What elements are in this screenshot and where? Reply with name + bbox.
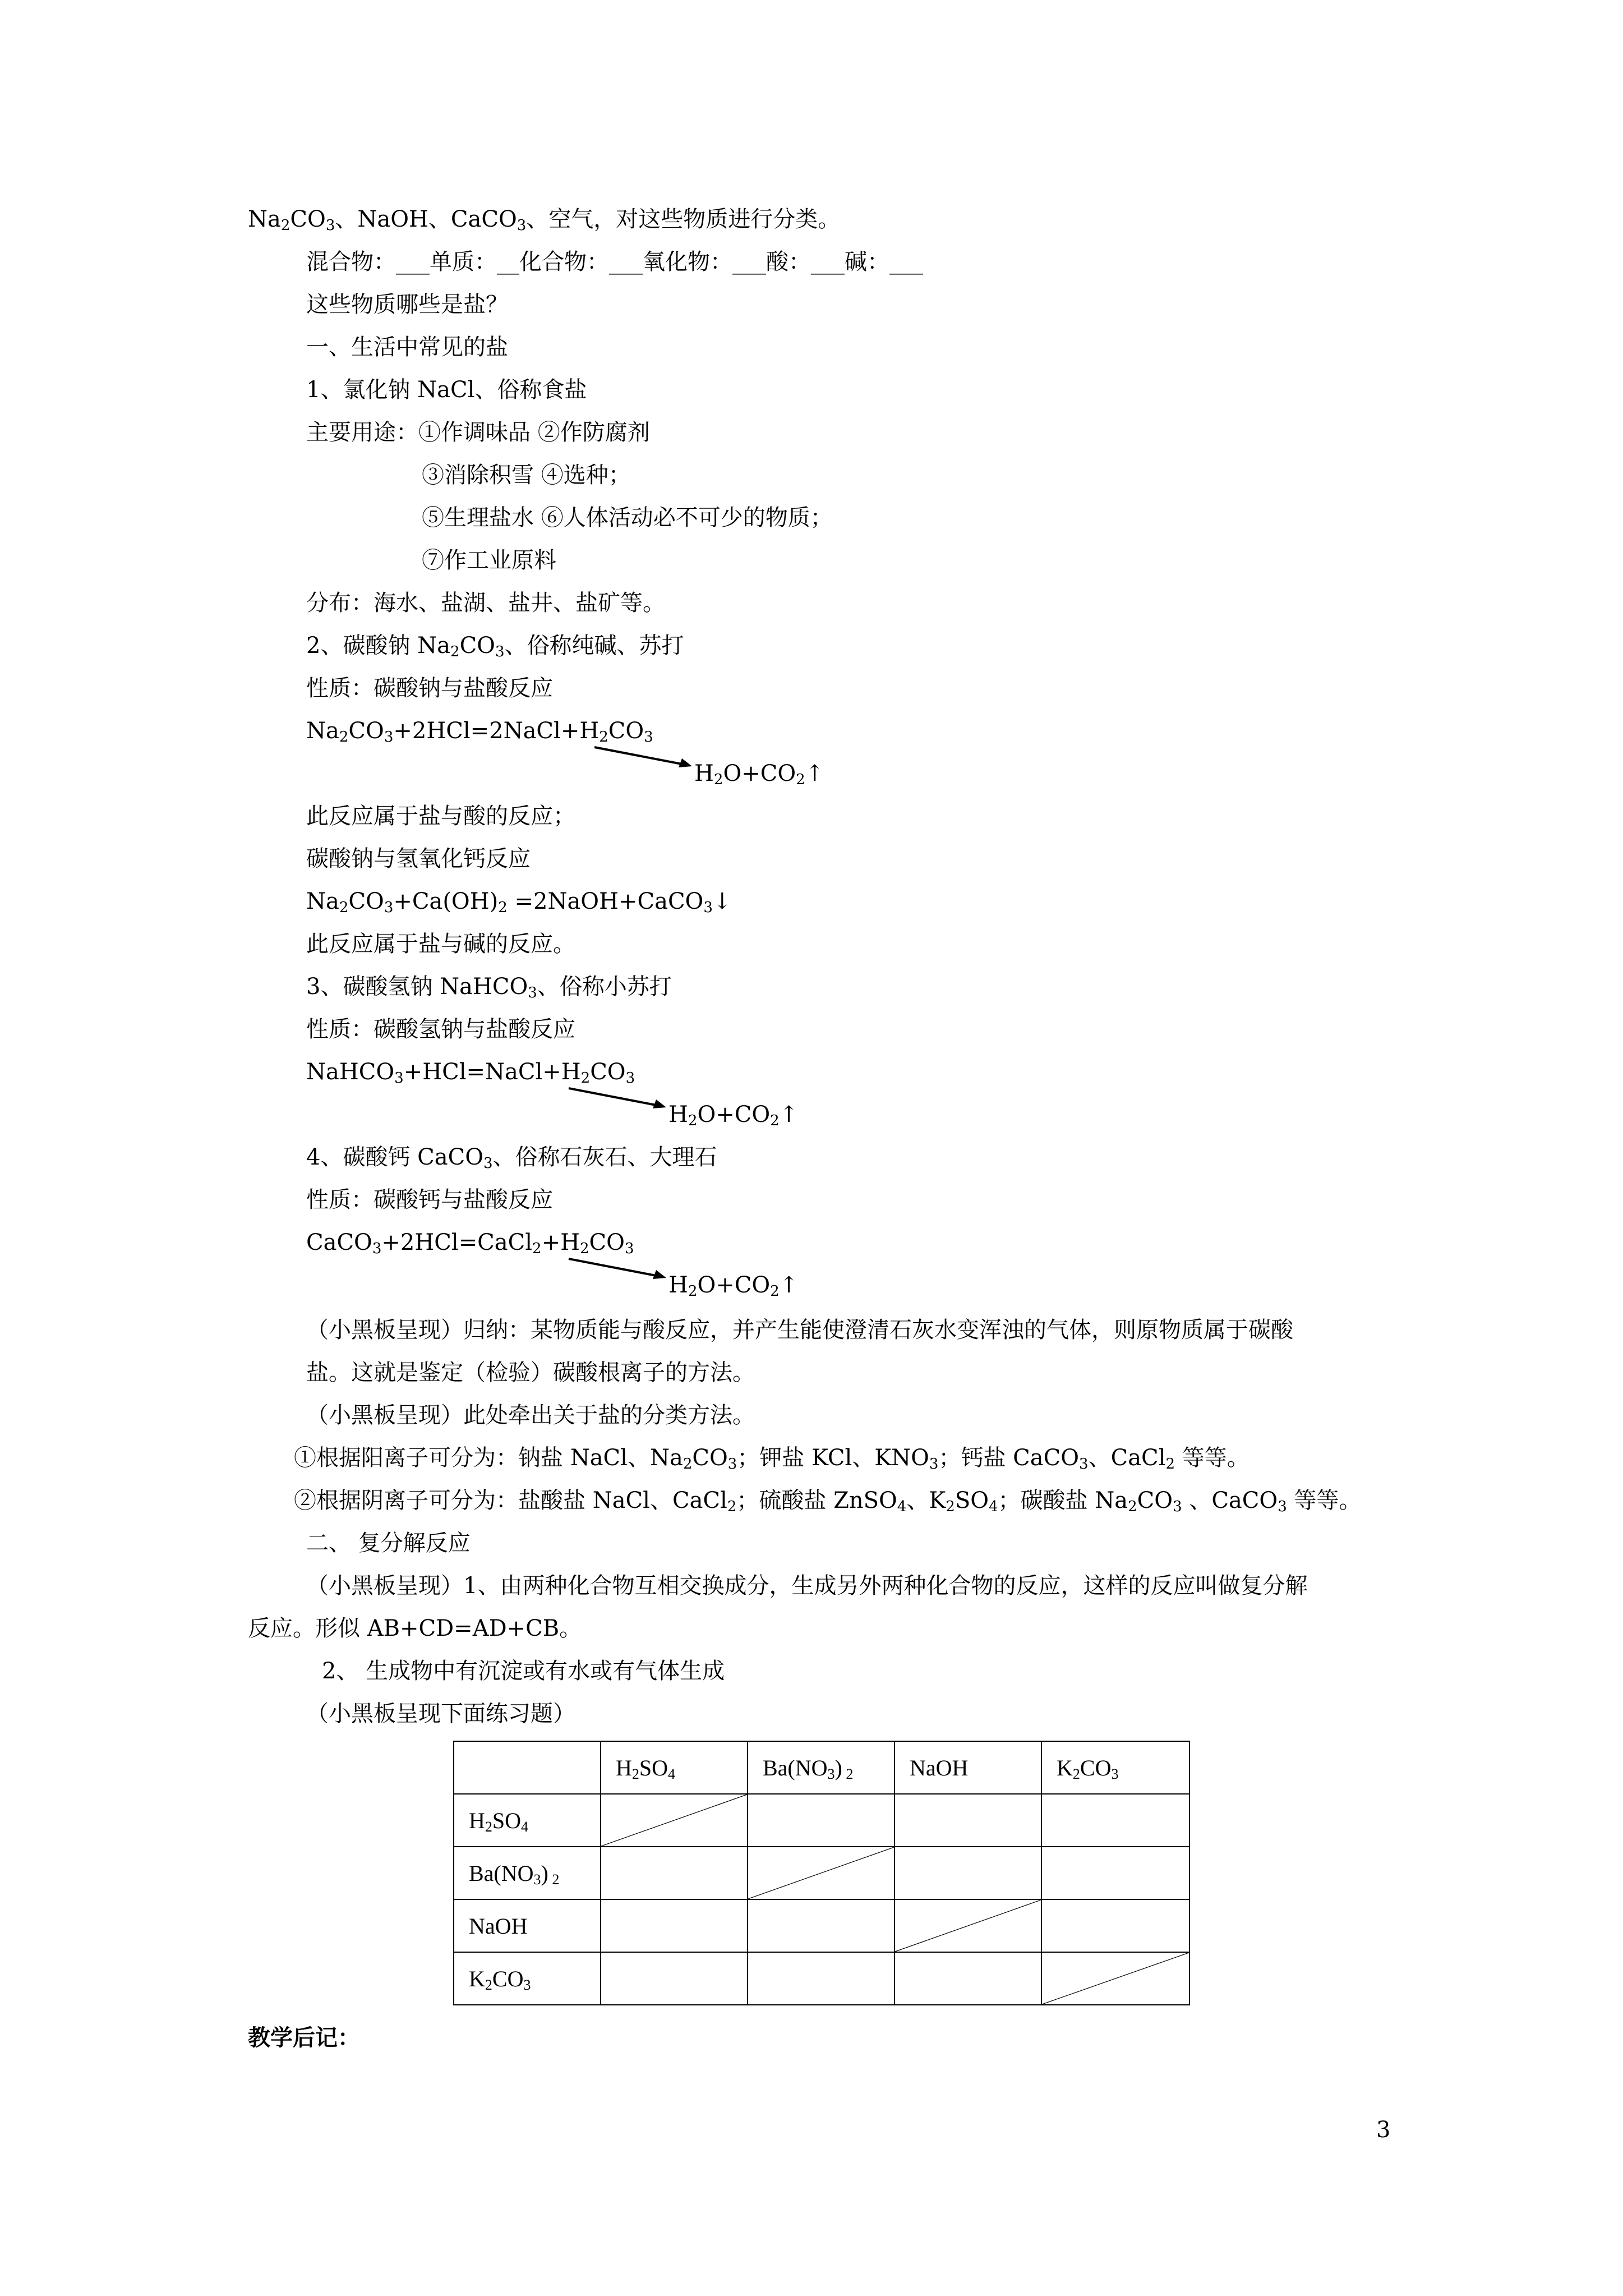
line-by-anion: ②根据阴离子可分为：盐酸盐 NaCl、CaCl$_2$；硫酸盐 ZnSO$_4$、$K_2SO_4$；碳酸盐 $Na_2CO_3$ 、CaCO$_3$ 等等。	[294, 1488, 1362, 1515]
decomposition-arrow-icon	[593, 745, 694, 773]
line-salt-acid-reaction: 此反应属于盐与酸的反应；	[306, 803, 575, 829]
equation-h2co3-products-2: $H_2O+CO_2↑$	[668, 1102, 799, 1129]
table-header-cell: NaOH	[895, 1741, 1041, 1794]
equation-nahco3-hcl: $NaHCO_3+HCl=NaCl+H_2CO_3$	[306, 1059, 635, 1087]
table-cell	[1041, 1794, 1189, 1847]
line-salt-classification-intro: （小黑板呈现）此处牵出关于盐的分类方法。	[306, 1402, 755, 1428]
table-cell	[601, 1847, 748, 1899]
heading-double-decomposition: 二、 复分解反应	[306, 1530, 471, 1556]
line-na2co3-caoh2: 碳酸钠与氢氧化钙反应	[306, 846, 531, 872]
reaction-exercise-table	[453, 1741, 1190, 2005]
line-salt-base-reaction: 此反应属于盐与碱的反应。	[306, 931, 575, 957]
line-property-nahco3-hcl: 性质：碳酸氢钠与盐酸反应	[306, 1016, 575, 1042]
table-diagonal-cell	[895, 1899, 1041, 1952]
line-summary-1: （小黑板呈现）归纳：某物质能与酸反应，并产生能使澄清石灰水变浑浊的气体，则原物质属于碳酸	[306, 1317, 1293, 1343]
line-main-uses: 主要用途：①作调味品 ②作防腐剂	[306, 420, 650, 445]
item-sodium-bicarbonate: 3、碳酸氢钠 NaHCO$_3$、俗称小苏打	[306, 974, 672, 1001]
line-distribution: 分布：海水、盐湖、盐井、盐矿等。	[306, 590, 665, 616]
line-definition-2: 反应。形似 AB+CD=AD+CB。	[248, 1616, 582, 1641]
table-cell	[748, 1952, 895, 2005]
equation-h2co3-products-1: $H_2O+CO_2↑$	[694, 761, 824, 788]
table-header-cell: $H_2SO_4$	[601, 1741, 748, 1794]
line-summary-2: 盐。这就是鉴定（检验）碳酸根离子的方法。	[306, 1360, 755, 1386]
decomposition-arrow-icon	[568, 1257, 668, 1285]
line-property-caco3-hcl: 性质：碳酸钙与盐酸反应	[306, 1187, 553, 1213]
line-property-na2co3-hcl: 性质：碳酸钠与盐酸反应	[306, 675, 553, 701]
item-sodium-carbonate: 2、碳酸钠 $Na_2CO_3$、俗称纯碱、苏打	[306, 633, 684, 660]
table-diagonal-cell	[1041, 1952, 1189, 2005]
table-row-label: $H_2SO_4$	[454, 1794, 601, 1847]
line-by-cation: ①根据阳离子可分为：钠盐 NaCl、$Na_2CO_3$；钾盐 KCl、$KNO_3$；钙盐 CaCO$_3$、CaCl$_2$ 等等。	[294, 1445, 1249, 1473]
equation-na2co3-hcl: $Na_2CO_3+2HCl=2NaCl+H_2CO_3$	[306, 718, 653, 746]
equation-caco3-hcl: $CaCO_3+2HCl=CaCl_2+H_2CO_3$	[306, 1230, 634, 1257]
line-uses-5-6: ⑤生理盐水 ⑥人体活动必不可少的物质；	[422, 505, 833, 531]
table-row	[454, 1794, 1189, 1847]
line-which-are-salts: 这些物质哪些是盐？	[306, 292, 508, 318]
table-diagonal-cell	[601, 1794, 748, 1847]
line-exercise-intro: （小黑板呈现下面练习题）	[306, 1701, 575, 1727]
table-cell	[895, 1952, 1041, 2005]
line-substances-list: $Na_2CO_3$、NaOH、CaCO$_3$、空气，对这些物质进行分类。	[248, 206, 841, 234]
item-calcium-carbonate: 4、碳酸钙 CaCO$_3$、俗称石灰石、大理石	[306, 1144, 717, 1172]
table-row	[454, 1899, 1189, 1952]
table-header-cell: $K_2CO_3$	[1041, 1741, 1189, 1794]
table-diagonal-cell	[748, 1847, 895, 1899]
table-row-label: $K_2CO_3$	[454, 1952, 601, 2005]
heading-common-salts: 一、生活中常见的盐	[306, 334, 508, 360]
line-uses-7: ⑦作工业原料	[422, 547, 556, 573]
table-cell	[1041, 1899, 1189, 1952]
table-cell	[1041, 1847, 1189, 1899]
table-cell	[895, 1794, 1041, 1847]
table-cell	[601, 1952, 748, 2005]
line-uses-3-4: ③消除积雪 ④选种；	[422, 462, 631, 488]
table-cell	[748, 1794, 895, 1847]
table-header-cell: $Ba(NO_3)$ $_2$	[748, 1741, 895, 1794]
table-row	[454, 1847, 1189, 1899]
table-cell	[895, 1847, 1041, 1899]
page-number: 3	[1376, 2117, 1391, 2143]
line-products-condition: 2、 生成物中有沉淀或有水或有气体生成	[322, 1658, 725, 1684]
equation-na2co3-caoh2: $Na_2CO_3+Ca(OH)_2$ =2NaOH+CaCO$_3$↓	[306, 889, 732, 916]
table-cell	[748, 1899, 895, 1952]
line-definition-1: （小黑板呈现）1、由两种化合物互相交换成分，生成另外两种化合物的反应，这样的反应叫做复分解	[306, 1573, 1308, 1599]
table-row-label: NaOH	[454, 1899, 601, 1952]
table-cell	[601, 1899, 748, 1952]
decomposition-arrow-icon	[568, 1086, 668, 1114]
table-corner-cell	[454, 1741, 601, 1794]
line-classification-blanks: 混合物：___单质：__化合物：___氧化物：___酸：___碱：___	[306, 249, 923, 275]
footer-teaching-notes: 教学后记：	[248, 2024, 360, 2051]
table-row-label: $Ba(NO_3)$ $_2$	[454, 1847, 601, 1899]
table-header-row	[454, 1741, 1189, 1794]
item-sodium-chloride: 1、氯化钠 NaCl、俗称食盐	[306, 377, 587, 403]
equation-h2co3-products-3: $H_2O+CO_2↑$	[668, 1272, 799, 1300]
table-row	[454, 1952, 1189, 2005]
